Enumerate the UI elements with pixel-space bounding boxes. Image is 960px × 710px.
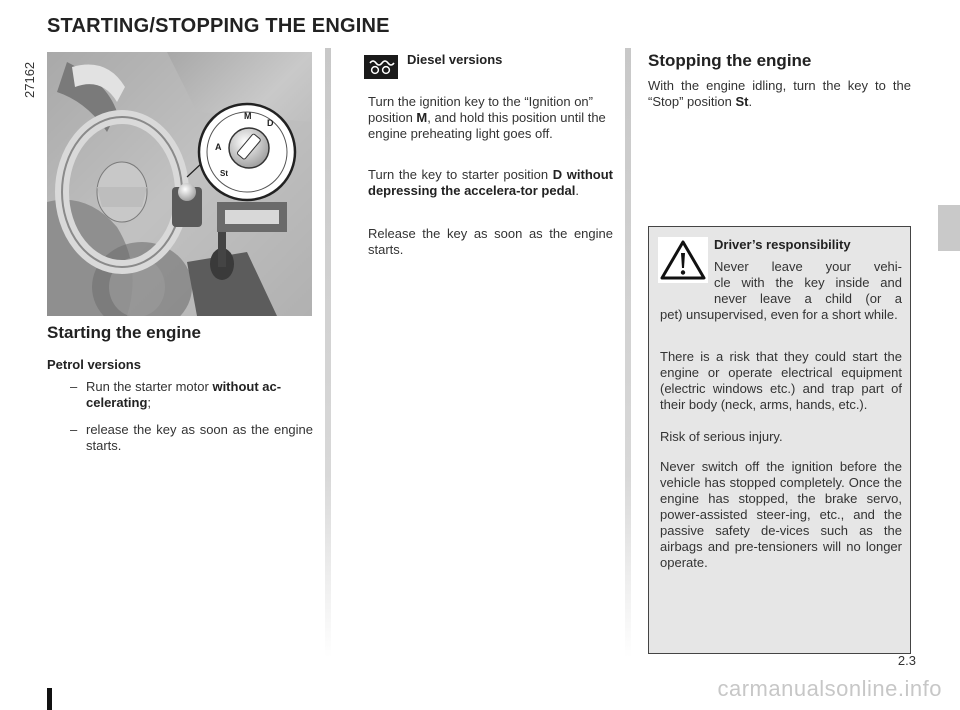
footer-watermark: carmanualsonline.info xyxy=(717,676,942,701)
warning-line-3: never leave a child (or a xyxy=(714,291,902,306)
key-position-a: A xyxy=(215,142,222,152)
column-divider-left xyxy=(325,48,331,658)
bullet-dash: – xyxy=(70,422,78,437)
starting-engine-heading: Starting the engine xyxy=(47,323,201,342)
column-divider-right xyxy=(625,48,631,658)
key-position-m: M xyxy=(244,111,252,121)
petrol-step-1: – Run the starter motor without ac-celerating; xyxy=(70,379,282,410)
warning-heading: Driver’s responsibility xyxy=(714,237,851,252)
diesel-versions-label: Diesel versions xyxy=(407,52,503,67)
diesel-paragraph-3: Release the key as soon as the engine starts. xyxy=(368,226,613,257)
bullet-dash: – xyxy=(70,379,78,394)
warning-line-2: cle with the key inside and xyxy=(714,275,902,290)
stopping-engine-heading: Stopping the engine xyxy=(648,51,812,70)
bottom-margin-mark xyxy=(47,688,52,710)
dashboard-illustration xyxy=(47,52,312,316)
key-position-d: D xyxy=(267,118,274,128)
page-title: STARTING/STOPPING THE ENGINE xyxy=(47,15,390,37)
petrol-step-2: – release the key as soon as the engine starts. xyxy=(70,422,313,453)
warning-paragraph-3: Never switch off the ignition before the vehicle has stopped completely. Once the engine has stopped, the brake servo, power-assisted steer-ing, etc., and the passive safety de-vices such as the airbags and pre-tensioners will no longer operate. xyxy=(660,459,902,570)
warning-triangle-icon xyxy=(658,237,708,283)
diesel-paragraph-2: Turn the key to starter position D without depressing the accelera-tor pedal. xyxy=(368,167,613,198)
petrol-versions-label: Petrol versions xyxy=(47,357,141,372)
dashboard-ignition-drawing xyxy=(47,52,312,316)
illustration-code: 27162 xyxy=(22,61,37,98)
drivers-responsibility-box xyxy=(648,226,911,654)
diesel-preheat-icon xyxy=(364,55,398,79)
warning-paragraph-2: There is a risk that they could start the engine or operate electrical equipment (electric windows etc.) and trap part of their body (neck, arms, hands, etc.). xyxy=(660,349,902,412)
warning-paragraph-2b: Risk of serious injury. xyxy=(660,429,783,444)
key-position-st: St xyxy=(220,169,228,178)
warning-line-1: Never leave your vehi- xyxy=(714,259,902,274)
chapter-tab xyxy=(938,205,960,251)
page-number: 2.3 xyxy=(897,653,916,668)
stopping-paragraph: With the engine idling, turn the key to the “Stop” position St. xyxy=(648,78,911,109)
diesel-paragraph-1: Turn the ignition key to the “Ignition on” position M, and hold this position until the engine preheating light goes off. xyxy=(368,94,606,141)
warning-line-4: pet) unsupervised, even for a short while. xyxy=(660,307,898,322)
